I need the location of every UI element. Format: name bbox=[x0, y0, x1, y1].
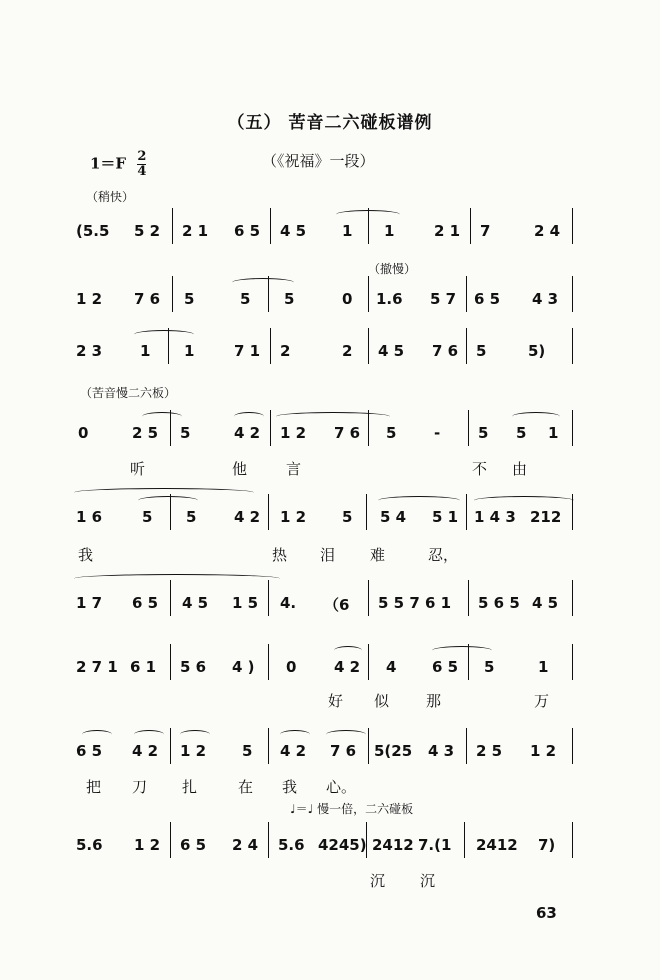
note: 1 bbox=[140, 342, 151, 360]
bar-line bbox=[368, 410, 369, 446]
note: 5 bbox=[476, 342, 487, 360]
score-row-9 bbox=[72, 836, 582, 866]
lyric: 沉 bbox=[420, 872, 436, 890]
slur bbox=[134, 330, 194, 339]
bar-line bbox=[572, 580, 573, 616]
note: 1 7 bbox=[76, 594, 103, 612]
bar-line bbox=[572, 822, 573, 858]
bar-line bbox=[268, 728, 269, 764]
score-row-2 bbox=[72, 290, 582, 320]
note: 5 bbox=[284, 290, 295, 308]
note: 1 bbox=[538, 658, 549, 676]
bar-line bbox=[572, 728, 573, 764]
note: 6 5 bbox=[132, 594, 159, 612]
note: 6 5 bbox=[432, 658, 459, 676]
note: 5 2 bbox=[134, 222, 161, 240]
note: 1 2 bbox=[280, 424, 307, 442]
lyric: 言 bbox=[286, 460, 302, 478]
note: 2 4 bbox=[232, 836, 259, 854]
note: 5 6 bbox=[180, 658, 207, 676]
score-row-3 bbox=[72, 342, 582, 372]
note: 4 bbox=[386, 658, 397, 676]
slur bbox=[232, 278, 294, 287]
lyric: 由 bbox=[512, 460, 528, 478]
lyric: 他 bbox=[232, 460, 248, 478]
note: 4 2 bbox=[234, 424, 261, 442]
bar-line bbox=[366, 494, 367, 530]
lyric: 似 bbox=[374, 692, 390, 710]
note: 7) bbox=[538, 836, 556, 854]
note: 2 1 bbox=[182, 222, 209, 240]
lyric: 热 bbox=[272, 546, 288, 564]
note: 1 2 bbox=[280, 508, 307, 526]
score-row-8 bbox=[72, 742, 582, 772]
slur bbox=[82, 730, 112, 739]
bar-line bbox=[172, 276, 173, 312]
note: 2 5 bbox=[132, 424, 159, 442]
note: 4 2 bbox=[280, 742, 307, 760]
key-signature bbox=[90, 150, 146, 179]
note: 6 5 bbox=[474, 290, 501, 308]
note: 2 5 bbox=[476, 742, 503, 760]
bar-line bbox=[268, 644, 269, 680]
page-title: （五） 苦音二六碰板谱例 bbox=[227, 113, 433, 133]
bar-line bbox=[170, 494, 171, 530]
slur bbox=[334, 646, 362, 655]
slur bbox=[326, 730, 366, 739]
note: 2 7 1 bbox=[76, 658, 118, 676]
note: 4. bbox=[280, 594, 297, 612]
note: 1 bbox=[384, 222, 395, 240]
bar-line bbox=[170, 580, 171, 616]
note: 1 2 bbox=[134, 836, 161, 854]
note: 5 4 bbox=[380, 508, 407, 526]
note: 1 2 bbox=[76, 290, 103, 308]
note: 7 6 bbox=[134, 290, 161, 308]
bar-line bbox=[572, 494, 573, 530]
note: 4 3 bbox=[428, 742, 455, 760]
bar-line bbox=[368, 208, 369, 244]
note: （6 bbox=[324, 596, 350, 614]
bar-line bbox=[466, 276, 467, 312]
note: 5 bbox=[186, 508, 197, 526]
page-number: 63 bbox=[536, 904, 557, 922]
note: 6 5 bbox=[76, 742, 103, 760]
note: 5 1 bbox=[432, 508, 459, 526]
note: 5 bbox=[386, 424, 397, 442]
slur bbox=[474, 496, 574, 505]
note: (5.5 bbox=[76, 222, 110, 240]
note: 1 bbox=[342, 222, 353, 240]
tempo-marking-slow: （撤慢） bbox=[368, 262, 417, 276]
note: 5 bbox=[478, 424, 489, 442]
time-signature bbox=[137, 150, 146, 179]
tempo-marking-fast: （稍快） bbox=[86, 190, 135, 204]
note: 7 1 bbox=[234, 342, 261, 360]
slur bbox=[512, 412, 560, 421]
bar-line bbox=[468, 644, 469, 680]
bar-line bbox=[468, 580, 469, 616]
bar-line bbox=[572, 644, 573, 680]
note: 0 bbox=[78, 424, 89, 442]
note: - bbox=[434, 424, 441, 442]
slur bbox=[432, 646, 492, 655]
note: 2 bbox=[342, 342, 353, 360]
bar-line bbox=[466, 494, 467, 530]
score-row-4 bbox=[72, 424, 582, 454]
note: 2 1 bbox=[434, 222, 461, 240]
lyric: 好 bbox=[328, 692, 344, 710]
bar-line bbox=[572, 276, 573, 312]
note: 0 bbox=[342, 290, 353, 308]
note: 4 5 bbox=[280, 222, 307, 240]
bar-line bbox=[572, 410, 573, 446]
bar-line bbox=[268, 276, 269, 312]
score-row-7 bbox=[72, 658, 582, 688]
note: 6 5 bbox=[180, 836, 207, 854]
lyric: 难 bbox=[370, 546, 386, 564]
tempo-note: ♩＝♩ 慢一倍，二六碰板 bbox=[290, 802, 414, 816]
note: 4 2 bbox=[132, 742, 159, 760]
note: 2 3 bbox=[76, 342, 103, 360]
note: 2 bbox=[280, 342, 291, 360]
note: 1 5 bbox=[232, 594, 259, 612]
score-row-5 bbox=[72, 508, 582, 538]
note: 1 2 bbox=[180, 742, 207, 760]
lyric: 那 bbox=[426, 692, 442, 710]
lyric: 忍， bbox=[428, 546, 459, 564]
note: 4 5 bbox=[532, 594, 559, 612]
note: 1 2 bbox=[530, 742, 557, 760]
note: 1 4 3 bbox=[474, 508, 516, 526]
bar-line bbox=[268, 822, 269, 858]
score-row-1 bbox=[72, 222, 582, 252]
bar-line bbox=[368, 728, 369, 764]
note: 212 bbox=[530, 508, 562, 526]
note: 7 6 bbox=[334, 424, 361, 442]
note: 1 6 bbox=[76, 508, 103, 526]
key-label: 1＝F bbox=[90, 154, 127, 173]
note: 5 bbox=[516, 424, 527, 442]
note: 6 1 bbox=[130, 658, 157, 676]
lyric: 泪 bbox=[320, 546, 336, 564]
lyric: 万 bbox=[534, 692, 550, 710]
note: 7 6 bbox=[432, 342, 459, 360]
bar-line bbox=[368, 644, 369, 680]
bar-line bbox=[170, 728, 171, 764]
bar-line bbox=[170, 644, 171, 680]
note: 5 bbox=[184, 290, 195, 308]
bar-line bbox=[366, 822, 367, 858]
lyric: 刀 bbox=[132, 778, 148, 796]
bar-line bbox=[172, 208, 173, 244]
note: 5 bbox=[180, 424, 191, 442]
lyric: 沉 bbox=[370, 872, 386, 890]
bar-line bbox=[368, 276, 369, 312]
note: 2412 bbox=[476, 836, 518, 854]
lyric: 我 bbox=[282, 778, 298, 796]
note: 0 bbox=[286, 658, 297, 676]
piece-subtitle: （《祝福》一段） bbox=[262, 152, 375, 170]
slur bbox=[74, 574, 280, 583]
bar-line bbox=[270, 410, 271, 446]
slur bbox=[378, 496, 460, 505]
slur bbox=[234, 412, 264, 421]
bar-line bbox=[368, 328, 369, 364]
bar-line bbox=[368, 580, 369, 616]
note: 4 2 bbox=[334, 658, 361, 676]
slur bbox=[134, 730, 164, 739]
bar-line bbox=[468, 410, 469, 446]
bar-line bbox=[168, 328, 169, 364]
lyric: 扎 bbox=[182, 778, 198, 796]
time-denominator: 4 bbox=[137, 164, 147, 179]
note: 2412 bbox=[372, 836, 414, 854]
lyric: 把 bbox=[86, 778, 102, 796]
note: 5.6 bbox=[278, 836, 305, 854]
note: 5 bbox=[484, 658, 495, 676]
note: 4 5 bbox=[182, 594, 209, 612]
slur bbox=[280, 730, 310, 739]
note: 7 bbox=[480, 222, 491, 240]
slur bbox=[276, 412, 390, 421]
note: 4 3 bbox=[532, 290, 559, 308]
bar-line bbox=[464, 822, 465, 858]
bar-line bbox=[572, 328, 573, 364]
note: 5 bbox=[142, 508, 153, 526]
note: 4245) bbox=[318, 836, 367, 854]
note: 5(25 bbox=[374, 742, 413, 760]
note: 2 4 bbox=[534, 222, 561, 240]
bar-line bbox=[170, 410, 171, 446]
bar-line bbox=[466, 728, 467, 764]
time-numerator: 2 bbox=[137, 149, 147, 164]
note: 1.6 bbox=[376, 290, 403, 308]
note: 5 5 7 6 1 bbox=[378, 594, 452, 612]
note: 4 2 bbox=[234, 508, 261, 526]
note: 5 bbox=[342, 508, 353, 526]
bar-line bbox=[268, 494, 269, 530]
lyric: 在 bbox=[238, 778, 254, 796]
slur bbox=[138, 496, 198, 505]
lyric: 听 bbox=[130, 460, 146, 478]
bar-line bbox=[470, 208, 471, 244]
bar-line bbox=[268, 580, 269, 616]
bar-line bbox=[170, 822, 171, 858]
note: 7 6 bbox=[330, 742, 357, 760]
slur bbox=[180, 730, 210, 739]
lyric: 不 bbox=[472, 460, 488, 478]
note: 1 bbox=[184, 342, 195, 360]
note: 1 bbox=[548, 424, 559, 442]
bar-line bbox=[572, 208, 573, 244]
bar-line bbox=[466, 328, 467, 364]
note: 5 bbox=[240, 290, 251, 308]
note: 4 ) bbox=[232, 658, 255, 676]
note: 5) bbox=[528, 342, 546, 360]
note: 5.6 bbox=[76, 836, 103, 854]
note: 5 6 5 bbox=[478, 594, 520, 612]
tempo-marking-board: （苦音慢二六板） bbox=[80, 386, 177, 400]
note: 6 5 bbox=[234, 222, 261, 240]
lyric: 我 bbox=[78, 546, 94, 564]
bar-line bbox=[270, 328, 271, 364]
score-row-6 bbox=[72, 594, 582, 624]
note: 7.(1 bbox=[418, 836, 452, 854]
bar-line bbox=[270, 208, 271, 244]
note: 5 7 bbox=[430, 290, 457, 308]
note: 5 bbox=[242, 742, 253, 760]
note: 4 5 bbox=[378, 342, 405, 360]
slur bbox=[142, 412, 182, 421]
lyric: 心。 bbox=[326, 778, 357, 796]
